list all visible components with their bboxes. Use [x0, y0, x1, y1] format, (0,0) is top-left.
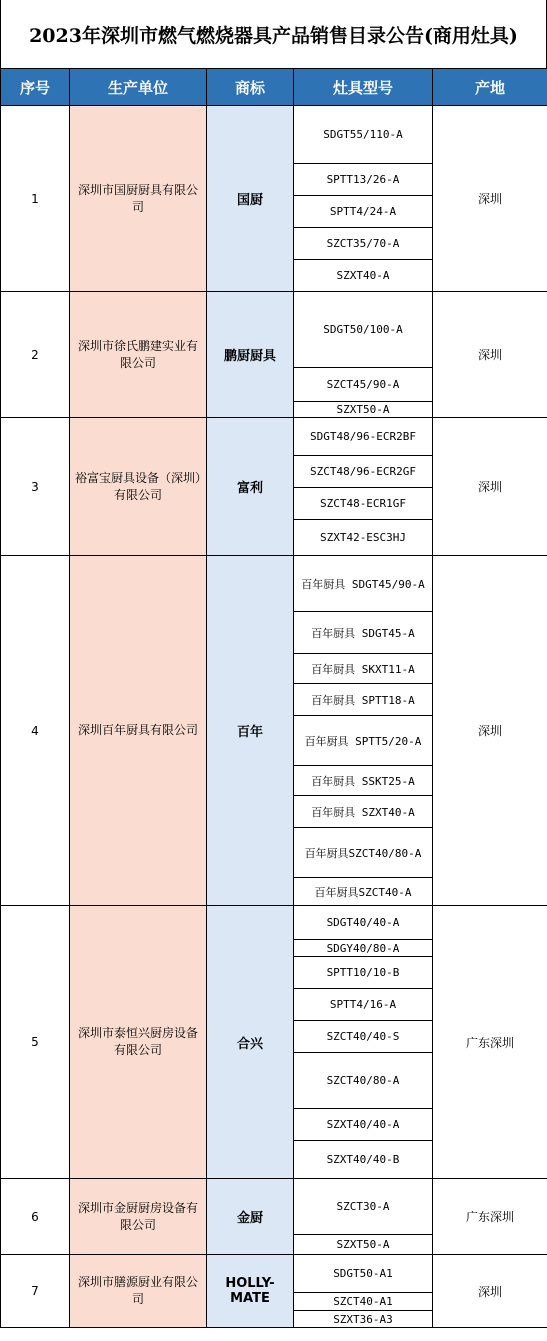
maker-cell: 深圳市泰恒兴厨房设备有限公司	[70, 906, 207, 1179]
brand-cell: 合兴	[207, 906, 294, 1179]
model-cell: SDGT40/40-A	[294, 906, 433, 940]
maker-cell: 深圳市膳源厨业有限公司	[70, 1255, 207, 1328]
seq-cell: 2	[1, 292, 70, 418]
seq-cell: 6	[1, 1179, 70, 1255]
model-cell: 百年厨具 SSKT25-A	[294, 766, 433, 796]
model-cell: SDGT50-A1	[294, 1255, 433, 1293]
maker-cell: 裕富宝厨具设备（深圳）有限公司	[70, 418, 207, 556]
model-cell: SZXT50-A	[294, 1235, 433, 1255]
table-row	[1, 106, 547, 164]
seq-cell: 7	[1, 1255, 70, 1328]
brand-cell: 国厨	[207, 106, 294, 292]
model-cell: SDGT50/100-A	[294, 292, 433, 368]
origin-cell: 深圳	[433, 418, 547, 556]
maker-cell: 深圳市金厨厨房设备有限公司	[70, 1179, 207, 1255]
seq-cell: 5	[1, 906, 70, 1179]
model-cell: 百年厨具 SDGT45/90-A	[294, 556, 433, 612]
table-row	[1, 418, 547, 456]
model-cell: SPTT13/26-A	[294, 164, 433, 196]
brand-cell: 鹏厨厨具	[207, 292, 294, 418]
seq-cell: 3	[1, 418, 70, 556]
model-cell: SZCT35/70-A	[294, 228, 433, 260]
table-header-row	[1, 69, 547, 106]
model-cell: SZCT45/90-A	[294, 368, 433, 402]
model-cell: 百年厨具 SPTT5/20-A	[294, 716, 433, 766]
model-cell: SZCT48-ECR1GF	[294, 488, 433, 520]
origin-cell: 广东深圳	[433, 906, 547, 1179]
maker-cell: 深圳百年厨具有限公司	[70, 556, 207, 906]
table-row	[1, 1179, 547, 1235]
header-model: 灶具型号	[294, 69, 433, 106]
model-cell: 百年厨具SZCT40/80-A	[294, 828, 433, 878]
table-body	[1, 106, 547, 1328]
model-cell: SZXT40-A	[294, 260, 433, 292]
model-cell: SZCT40/80-A	[294, 1053, 433, 1109]
model-cell: SDGY40/80-A	[294, 940, 433, 957]
model-cell: 百年厨具SZCT40-A	[294, 878, 433, 906]
model-cell: SZCT48/96-ECR2GF	[294, 456, 433, 488]
brand-cell: 富利	[207, 418, 294, 556]
model-cell: SZXT40/40-A	[294, 1109, 433, 1141]
origin-cell: 深圳	[433, 292, 547, 418]
seq-cell: 4	[1, 556, 70, 906]
maker-cell: 深圳市国厨厨具有限公司	[70, 106, 207, 292]
model-cell: SZCT40/40-S	[294, 1021, 433, 1053]
page-title: 2023年深圳市燃气燃烧器具产品销售目录公告(商用灶具)	[0, 0, 547, 68]
header-origin: 产地	[433, 69, 547, 106]
origin-cell: 深圳	[433, 1255, 547, 1328]
maker-cell: 深圳市徐氏鹏建实业有限公司	[70, 292, 207, 418]
model-cell: SZXT36-A3	[294, 1311, 433, 1328]
brand-cell: 金厨	[207, 1179, 294, 1255]
model-cell: SZXT50-A	[294, 402, 433, 418]
seq-cell: 1	[1, 106, 70, 292]
product-catalog-table	[0, 68, 547, 1328]
table-row	[1, 1255, 547, 1293]
model-cell: SDGT48/96-ECR2BF	[294, 418, 433, 456]
table-row	[1, 556, 547, 612]
origin-cell: 深圳	[433, 556, 547, 906]
model-cell: 百年厨具 SDGT45-A	[294, 612, 433, 654]
brand-cell: HOLLY-MATE	[207, 1255, 294, 1328]
model-cell: SDGT55/110-A	[294, 106, 433, 164]
model-cell: SPTT4/16-A	[294, 989, 433, 1021]
model-cell: SZCT30-A	[294, 1179, 433, 1235]
origin-cell: 广东深圳	[433, 1179, 547, 1255]
model-cell: 百年厨具 SZXT40-A	[294, 796, 433, 828]
header-maker: 生产单位	[70, 69, 207, 106]
model-cell: SZXT40/40-B	[294, 1141, 433, 1179]
model-cell: 百年厨具 SPTT18-A	[294, 684, 433, 716]
model-cell: SPTT10/10-B	[294, 957, 433, 989]
model-cell: SZXT42-ESC3HJ	[294, 520, 433, 556]
origin-cell: 深圳	[433, 106, 547, 292]
table-row	[1, 292, 547, 368]
table-row	[1, 906, 547, 940]
brand-cell: 百年	[207, 556, 294, 906]
model-cell: SZCT40-A1	[294, 1293, 433, 1311]
model-cell: SPTT4/24-A	[294, 196, 433, 228]
model-cell: 百年厨具 SKXT11-A	[294, 654, 433, 684]
header-seq: 序号	[1, 69, 70, 106]
header-brand: 商标	[207, 69, 294, 106]
